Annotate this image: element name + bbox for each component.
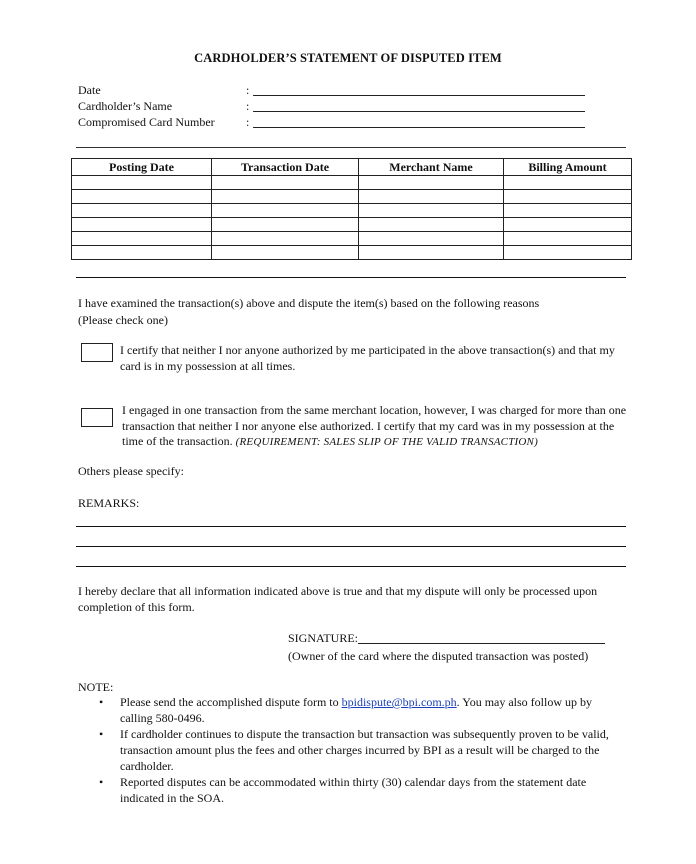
table-row [72, 232, 632, 246]
billing-amount-cell[interactable] [504, 204, 632, 218]
transaction-date-cell[interactable] [212, 232, 359, 246]
notes-list [78, 694, 623, 806]
note-item-timeframe [78, 774, 623, 806]
posting-date-cell[interactable] [72, 246, 212, 260]
remarks-line-1[interactable] [76, 526, 626, 527]
billing-amount-cell[interactable] [504, 218, 632, 232]
declaration-line-2: completion of this form. [78, 600, 195, 614]
merchant-name-header: Merchant Name [359, 159, 504, 176]
billing-amount-cell[interactable] [504, 232, 632, 246]
dispute-intro-text: I have examined the transaction(s) above and dispute the item(s) based on the following reasons [78, 296, 540, 310]
form-title: CARDHOLDER’S STATEMENT OF DISPUTED ITEM [194, 51, 502, 65]
cardholder-name-field[interactable] [253, 111, 585, 112]
note-2-text: If cardholder continues to dispute the transaction but transaction was subsequently proven to be valid, transaction amount plus the fees and other charges incurred by BPI as a result will be charged to the cardholder. [120, 727, 609, 773]
note-label: NOTE: [78, 680, 114, 694]
billing-amount-cell[interactable] [504, 246, 632, 260]
transaction-date-cell[interactable] [212, 190, 359, 204]
signature-field[interactable] [358, 643, 605, 644]
signature-label: SIGNATURE: [288, 631, 359, 645]
date-colon: : [246, 83, 250, 97]
option-1-checkbox[interactable] [81, 343, 113, 362]
posting-date-cell[interactable] [72, 218, 212, 232]
note-item-send-form [78, 694, 623, 726]
date-field[interactable] [253, 95, 585, 96]
disputed-transactions-table [71, 158, 632, 260]
posting-date-cell[interactable] [72, 190, 212, 204]
merchant-name-cell[interactable] [359, 190, 504, 204]
bullet-icon: • [99, 775, 104, 789]
transaction-date-cell[interactable] [212, 246, 359, 260]
remarks-label: REMARKS: [78, 496, 140, 510]
card-number-field[interactable] [253, 127, 585, 128]
option-2-requirement: (REQUIREMENT: SALES SLIP OF THE VALID TRANSACTION) [235, 436, 538, 448]
note-3-text: Reported disputes can be accommodated within thirty (30) calendar days from the statement date indicated in the SOA. [120, 775, 587, 805]
billing-amount-header: Billing Amount [504, 159, 632, 176]
cardholder-name-label: Cardholder’s Name [78, 99, 173, 113]
table-row [72, 176, 632, 190]
option-2-statement: I engaged in one transaction from the same merchant location, however, I was charged for more than one transaction that neither I nor anyone else authorized. I certify that my card was in my possession at the time of the transaction. [122, 403, 627, 448]
cardholder-name-colon: : [246, 99, 250, 113]
card-number-label: Compromised Card Number [78, 115, 215, 129]
transaction-date-cell[interactable] [212, 204, 359, 218]
table-body [72, 176, 632, 260]
declaration-line-1: I hereby declare that all information indicated above is true and that my dispute will only be processed upon [78, 584, 598, 598]
option-1-text: I certify that neither I nor anyone authorized by me participated in the above transaction(s) and that my card is in my possession at all times. [120, 343, 615, 373]
posting-date-header: Posting Date [72, 159, 212, 176]
remarks-line-2[interactable] [76, 546, 626, 547]
billing-amount-cell[interactable] [504, 190, 632, 204]
header-divider [76, 147, 626, 148]
note-item-charges [78, 726, 623, 774]
card-number-colon: : [246, 115, 250, 129]
posting-date-cell[interactable] [72, 232, 212, 246]
table-row [72, 246, 632, 260]
table-bottom-rule [76, 277, 626, 278]
merchant-name-cell[interactable] [359, 232, 504, 246]
transaction-date-header: Transaction Date [212, 159, 359, 176]
billing-amount-cell[interactable] [504, 176, 632, 190]
table-row [72, 218, 632, 232]
posting-date-cell[interactable] [72, 204, 212, 218]
merchant-name-cell[interactable] [359, 246, 504, 260]
table-header-row [72, 159, 632, 176]
posting-date-cell[interactable] [72, 176, 212, 190]
transaction-date-cell[interactable] [212, 176, 359, 190]
signature-note: (Owner of the card where the disputed transaction was posted) [288, 649, 589, 663]
merchant-name-cell[interactable] [359, 204, 504, 218]
note-1-after: . You may also follow up by calling 580-0496. [120, 695, 593, 725]
table-row [72, 190, 632, 204]
option-2-text [122, 403, 628, 451]
please-check-one-text: (Please check one) [78, 313, 168, 327]
others-specify-label: Others please specify: [78, 464, 184, 478]
date-label: Date [78, 83, 101, 97]
option-2-checkbox[interactable] [81, 408, 113, 427]
bullet-icon: • [99, 727, 104, 741]
remarks-line-3[interactable] [76, 566, 626, 567]
merchant-name-cell[interactable] [359, 218, 504, 232]
merchant-name-cell[interactable] [359, 176, 504, 190]
transaction-date-cell[interactable] [212, 218, 359, 232]
dispute-email-link[interactable]: bpidispute@bpi.com.ph [341, 695, 457, 709]
table-row [72, 204, 632, 218]
note-1-before: Please send the accomplished dispute form to [120, 695, 342, 709]
bullet-icon: • [99, 695, 104, 709]
